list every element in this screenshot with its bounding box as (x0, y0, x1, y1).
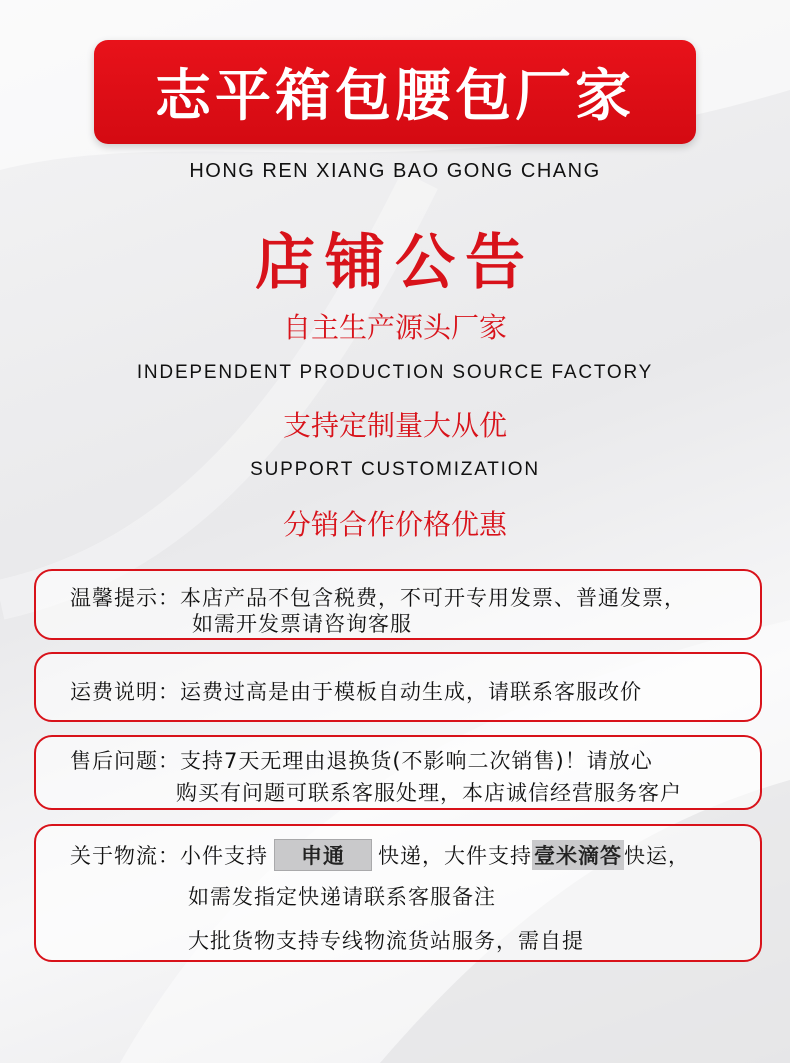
logistics-suffix: 快运， (624, 844, 690, 868)
notice-shipping-box (34, 652, 762, 722)
feature-distribution-zh: 分销合作价格优惠 (282, 508, 507, 541)
feature-factory-en: INDEPENDENT PRODUCTION SOURCE FACTORY (136, 362, 654, 383)
courier-large-tag: 壹米滴答 (532, 840, 624, 870)
logistics-prefix: 关于物流：小件支持 (70, 844, 268, 868)
courier-small-tag: 申通 (274, 839, 372, 871)
announcement-heading: 店铺公告 (255, 228, 535, 298)
notice-logistics-line2: 如需发指定快递请联系客服备注 (188, 885, 496, 909)
title-banner (94, 40, 696, 144)
notice-logistics-box (34, 824, 762, 962)
feature-custom-zh: 支持定制量大从优 (282, 409, 507, 442)
shop-title: 志平箱包腰包厂家 (155, 64, 635, 129)
notice-aftersale-line1: 售后问题：支持7天无理由退换货(不影响二次销售)！请放心 (70, 749, 653, 773)
notice-logistics-line1 (70, 839, 690, 871)
notice-logistics-line3: 大批货物支持专线物流货站服务，需自提 (188, 929, 584, 953)
notice-tip-box (34, 569, 762, 640)
notice-tip-line2: 如需开发票请咨询客服 (192, 612, 412, 636)
feature-factory-zh: 自主生产源头厂家 (282, 311, 507, 344)
notice-aftersale-box (34, 735, 762, 810)
notice-aftersale-line2: 购买有问题可联系客服处理，本店诚信经营服务客户 (176, 781, 682, 805)
shop-subtitle-pinyin: HONG REN XIANG BAO GONG CHANG (189, 160, 601, 182)
notice-tip-line1: 温馨提示：本店产品不包含税费，不可开专用发票、普通发票， (70, 586, 686, 610)
feature-custom-en: SUPPORT CUSTOMIZATION (250, 459, 540, 480)
notice-shipping-line1: 运费说明：运费过高是由于模板自动生成，请联系客服改价 (70, 680, 642, 704)
logistics-middle: 快递，大件支持 (378, 844, 532, 868)
